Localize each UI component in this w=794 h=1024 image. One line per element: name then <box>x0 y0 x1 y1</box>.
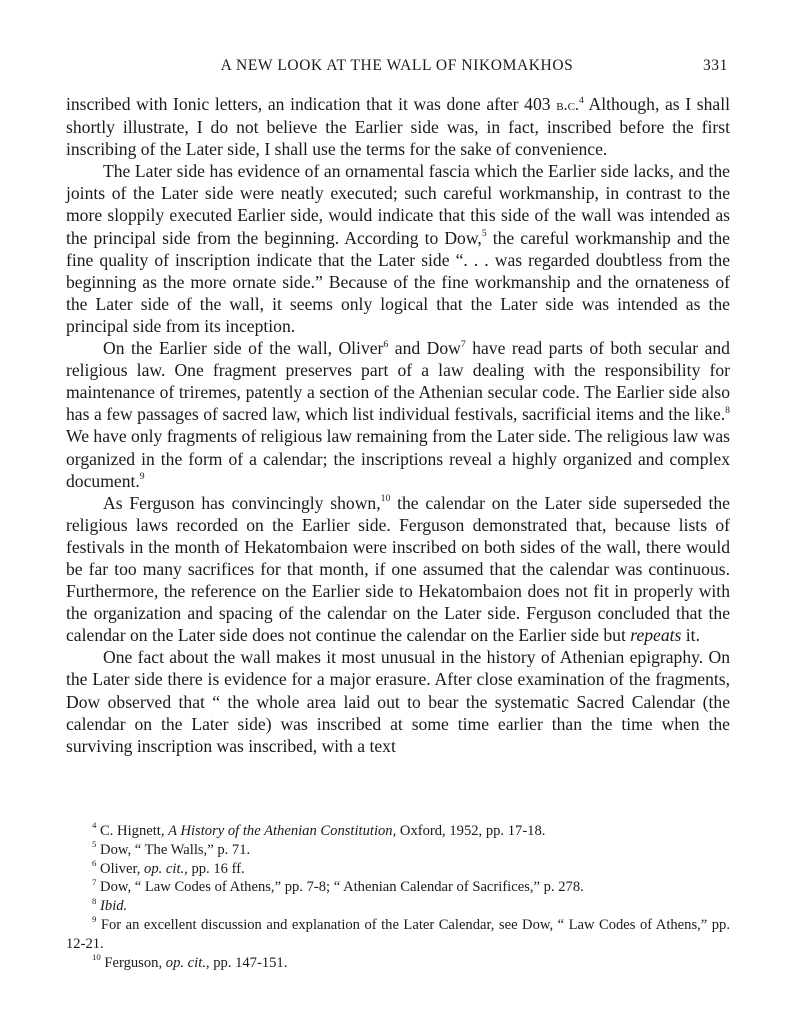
footnote: $^6$ Oliver, op. cit., pp. 16 ff. <box>92 858 245 877</box>
footnote: $^8$ Ibid. <box>92 895 128 915</box>
footnote: $^{10}$ Ferguson, op. cit., pp. 147-151. <box>92 952 288 971</box>
footnote: $^5$ Dow, “ The Walls,” p. 71. <box>92 839 251 858</box>
footnote-ref-7: 7 <box>460 338 466 350</box>
paragraph-1: inscribed with Ionic letters, an indication that it was done after 403 b.c.$^4$ Although, as I shall shortly illustrate, I do not believe the Earlier side was, in fact, inscribed before the first inscribing of the Later side, I shall use the terms for the sake of convenience. <box>66 94 730 160</box>
footnote-ref-9: 9 <box>139 471 145 483</box>
footnote: $^7$ Dow, “ Law Codes of Athens,” pp. 7-8; “ Athenian Calendar of Sacrifices,” p. 278. <box>92 876 584 896</box>
running-title: A NEW LOOK AT THE WALL OF NIKOMAKHOS <box>220 57 574 74</box>
footnote: $^9$ For an excellent discussion and explanation of the Later Calendar, see Dow, “ Law Codes of Athens,” pp. 12-21. <box>66 914 730 952</box>
paragraph-2: The Later side has evidence of an ornamental fascia which the Earlier side lacks, and the joints of the Later side were neatly executed; such careful workmanship, in contrast to the more sloppily executed Earlier side, would indicate that this side of the wall was intended as the principal side from the beginning. According to Dow,$^5$ the careful workmanship and the fine quality of inscription indicate that the Later side “. . . was regarded doubtless from the beginning as the more ornate side.” Because of the fine workmanship and the ornateness of the Later side of the wall, it seems only logical that the Later side was intended as the principal side from its inception. <box>66 161 730 336</box>
paragraph-4: As Ferguson has convincingly shown,$^{10}$ the calendar on the Later side superseded the religious laws recorded on the Earlier side. Ferguson demonstrated that, because lists of festivals in the month of Hekatombaion were inscribed on both sides of the wall, there would be far too many sacrifices for that month, if one assumed that the calendar was continuous. Furthermore, the reference on the Earlier side to Hekatombaion does not fit in properly with the organization and spacing of the calendar on the Later side. Ferguson concluded that the calendar on the Later side does not continue the calendar on the Earlier side but repeats it. <box>66 492 730 646</box>
emphasis-repeats: repeats <box>630 625 682 646</box>
paragraph-3: On the Earlier side of the wall, Oliver$^6$ and Dow$^7$ have read parts of both secular and religious law. One fragment preserves part of a law dealing with the responsibility for maintenance of triremes, patently a section of the Athenian secular code. The Earlier side also has a few passages of sacred law, which list individual festivals, sacrificial items and the like.$^8$ We have only fragments of religious law remaining from the Later side. The religious law was organized in the form of a calendar; the inscriptions reveal a highly organized and complex document.$^9$ <box>66 338 730 491</box>
footnote: $^4$ C. Hignett, A History of the Athenian Constitution, Oxford, 1952, pp. 17-18. <box>92 820 546 839</box>
body-text <box>66 93 730 757</box>
footnote-ref-4: 4 <box>578 94 584 106</box>
footnote-ref-5: 5 <box>481 228 487 240</box>
footnote-ref-8: 8 <box>725 405 730 417</box>
page-number: 331 <box>702 57 728 74</box>
footnote-ref-10: 10 <box>380 493 391 505</box>
bc-abbreviation: b.c. <box>556 96 579 114</box>
paragraph-5: One fact about the wall makes it most unusual in the history of Athenian epigraphy. On the Later side there is evidence for a major erasure. After close examination of the fragments, Dow observed that “ the whole area laid out to bear the systematic Sacred Calendar (the calendar on the Later side) was inscribed at some time earlier than the time when the surviving inscription was inscribed, with a text <box>66 647 730 756</box>
running-head <box>66 57 728 79</box>
footnote-ref-6: 6 <box>383 338 389 350</box>
footnotes <box>66 822 730 972</box>
